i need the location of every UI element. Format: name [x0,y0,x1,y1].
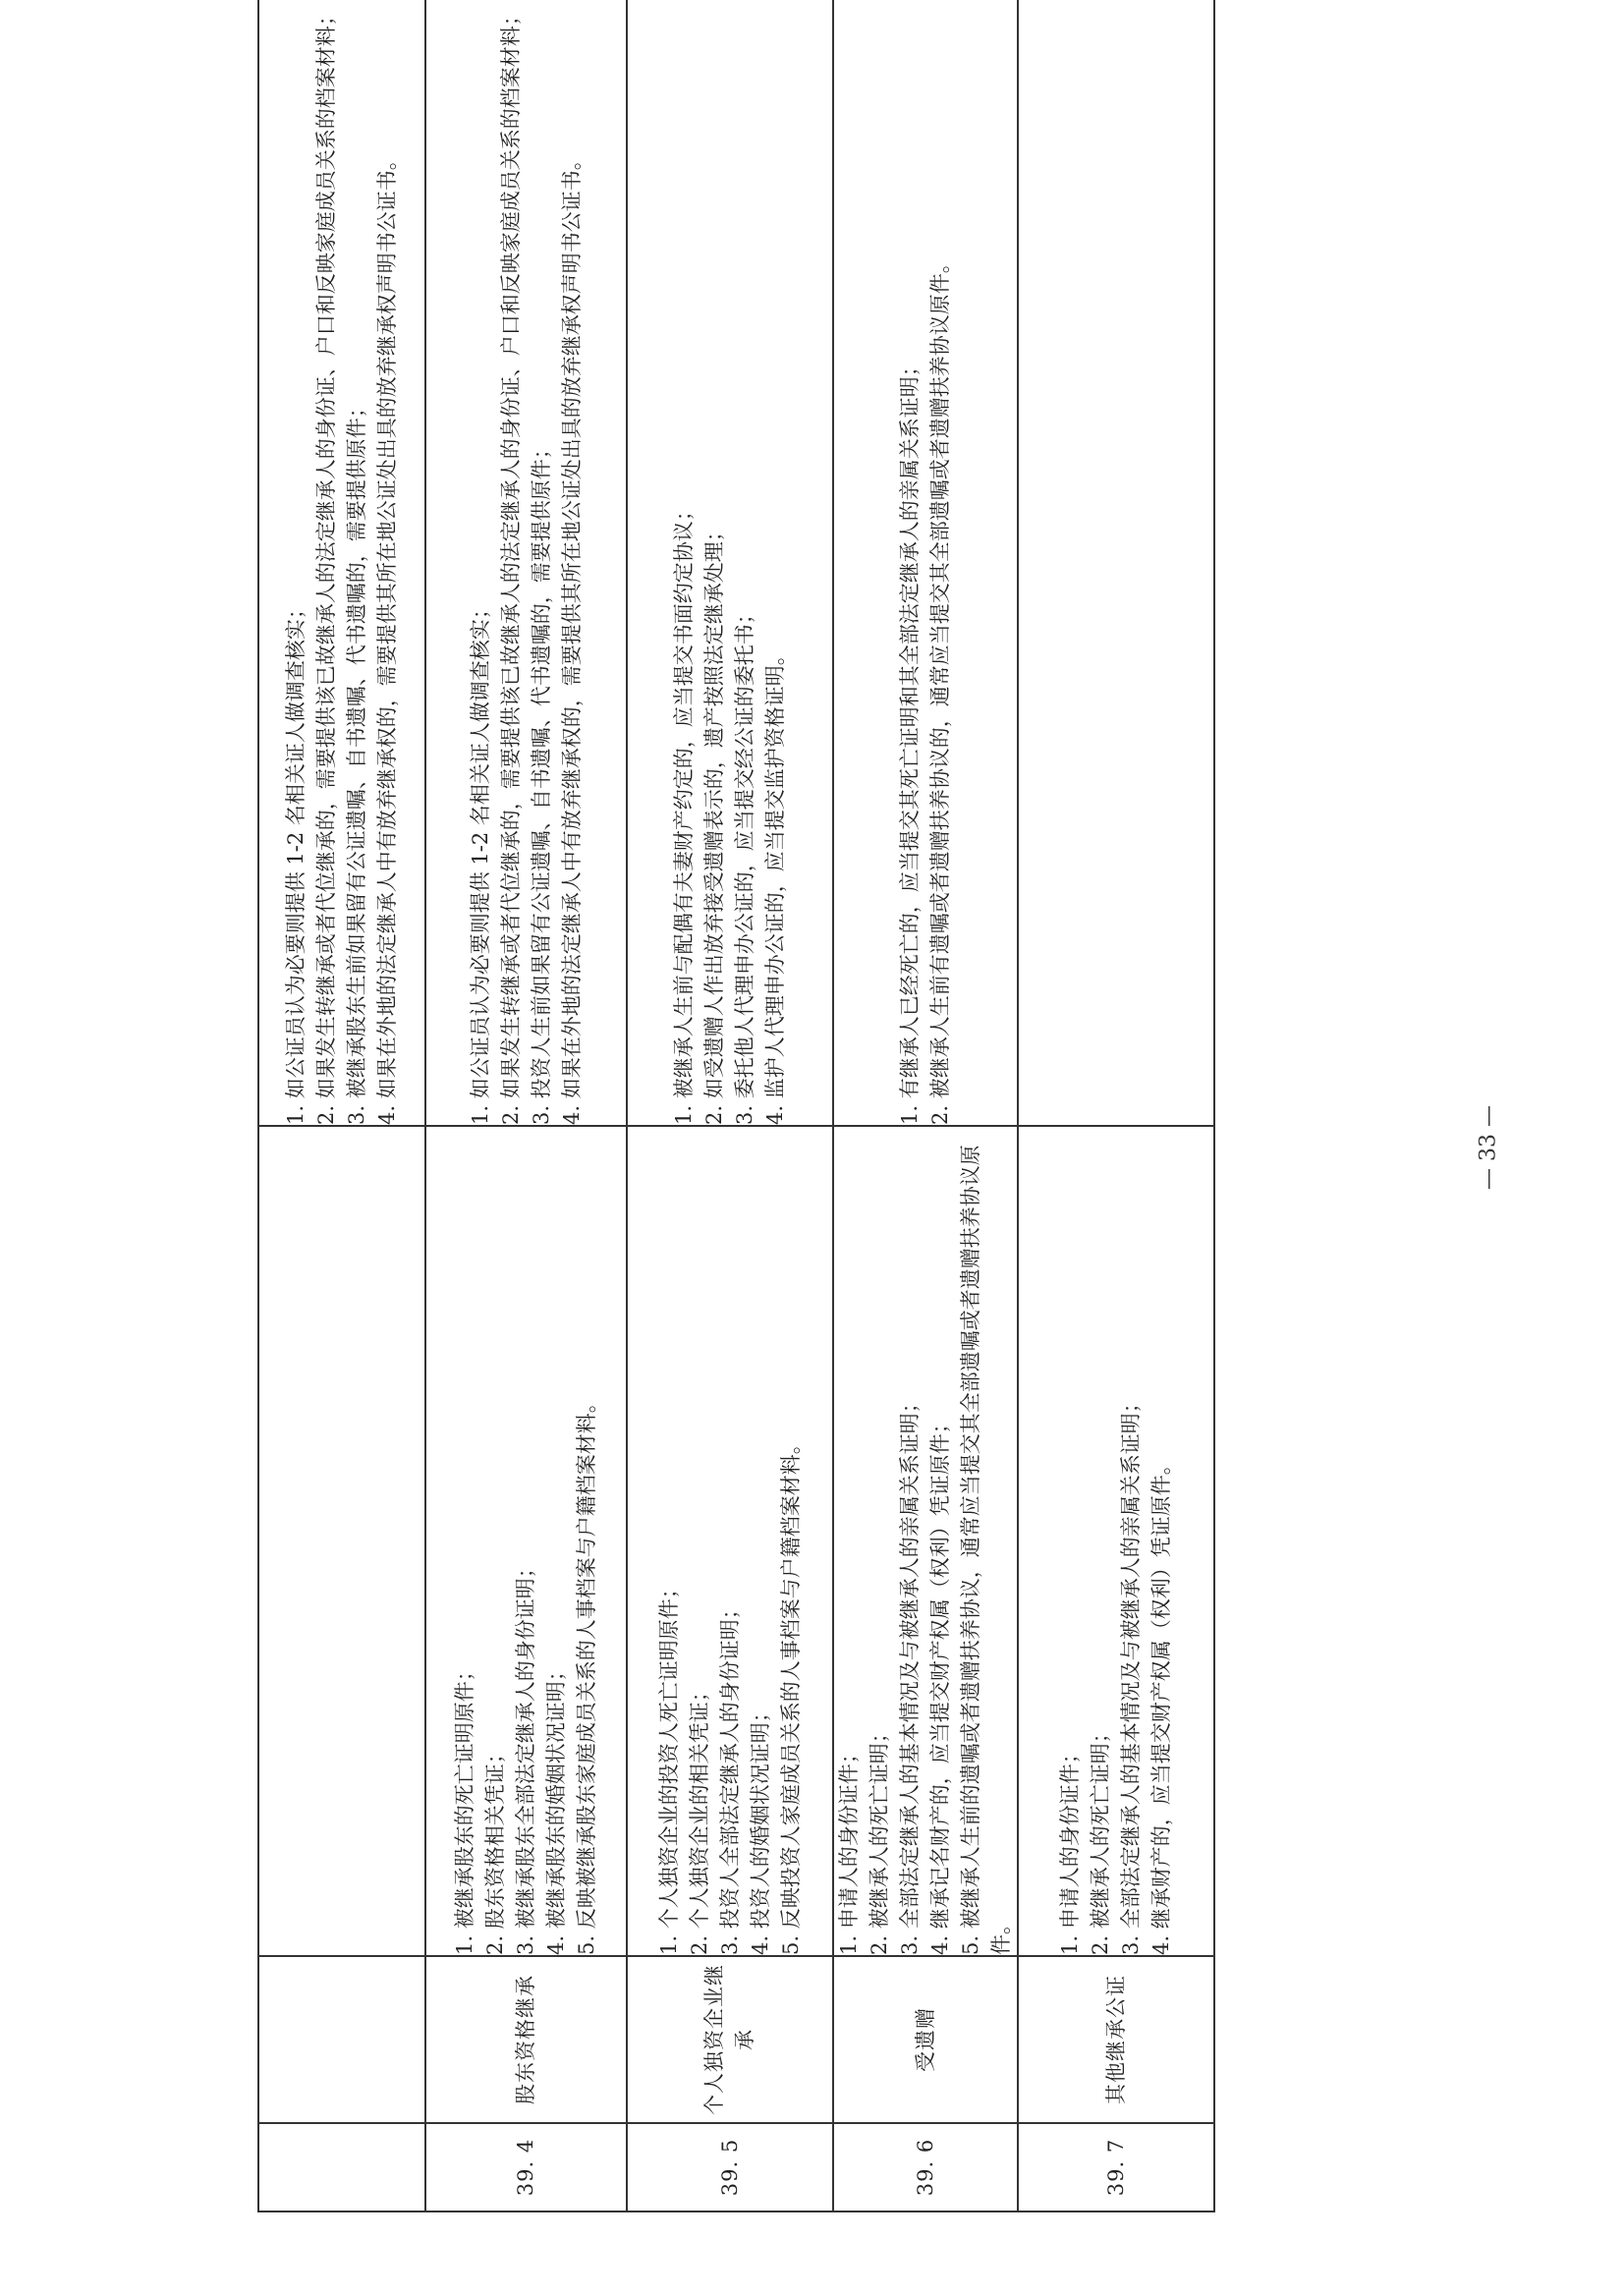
materials-cell [627,1126,833,1956]
note-line: 1. 如公证员认为必要则提供 1-2 名相关证人做调查核实； [468,598,492,1125]
material-line: 1. 申请人的身份证件； [837,1743,861,1955]
rotated-table-wrapper [257,0,1204,2212]
row-number-cell: 39. 7 [1018,2123,1214,2211]
note-line: 4. 如果在外地的法定继承人中有放弃继承权的，需要提供其所在地公证处出具的放弃继承权声明书公证书。 [375,149,399,1125]
material-line: 4. 被继承股东的婚姻状况证明； [544,1660,568,1955]
material-line: 2. 被继承人的死亡证明； [1089,1722,1112,1955]
material-line: 1. 被继承股东的死亡证明原件； [453,1660,476,1955]
row-number-cell: 39. 6 [833,2123,1018,2211]
notes-cell [833,0,1018,1126]
item-name-cell [258,1956,425,2123]
note-line: 2. 如果发生转继承或者代位继承的，需要提供该已故继承人的法定继承人的身份证、户口和反映家庭成员关系的档案材料； [314,5,338,1125]
row-number-cell [258,2123,425,2211]
notary-requirements-table [257,0,1215,2212]
notes-cell [1018,0,1214,1126]
table-row [1018,0,1214,2211]
note-line: 4. 如果在外地的法定继承人中有放弃继承权的，需要提供其所在地公证处出具的放弃继承权声明书公证书。 [559,149,584,1125]
note-line: 2. 如受遗赠人作出放弃接受遗赠表示的，遗产按照法定继承处理； [702,521,726,1125]
material-line: 4. 继承记名财产的，应当提交财产权属（权利）凭证原件； [928,1413,952,1955]
note-line: 3. 委托他人代理申办公证的，应当提交经公证的委托书； [733,603,756,1125]
note-line: 1. 如公证员认为必要则提供 1-2 名相关证人做调查核实； [284,598,308,1125]
materials-cell [1018,1126,1214,1956]
note-line: 3. 被继承股东生前如果留有公证遗嘱、自书遗嘱、代书遗嘱的，需要提供原件； [345,397,368,1125]
material-line: 2. 被继承人的死亡证明； [868,1722,891,1955]
note-line: 1. 被继承人生前与配偶有夫妻财产约定的，应当提交书面约定协议； [672,500,696,1125]
item-name-cell: 股东资格继承 [425,1956,627,2123]
table-row [627,0,833,2211]
note-line: 1. 有继承人已经死亡的，应当提交其死亡证明和其全部法定继承人的亲属关系证明； [898,356,922,1125]
notes-cell [258,0,425,1126]
material-line: 3. 全部法定继承人的基本情况及与被继承人的亲属关系证明； [898,1392,922,1955]
materials-cell [425,1126,627,1956]
note-line: 4. 监护人代理申办公证的，应当提交监护资格证明。 [763,644,787,1125]
table-row [833,0,1018,2211]
material-line: 2. 股东资格相关凭证； [483,1743,507,1955]
note-line: 2. 如果发生转继承或者代位继承的，需要提供该已故继承人的法定继承人的身份证、户口和反映家庭成员关系的档案材料； [498,5,523,1125]
material-line: 5. 被继承人生前的遗嘱或者遗赠扶养协议，通常应当提交其全部遗嘱或者遗赠扶养协议原件。 [959,1145,1013,1955]
row-number-cell: 39. 5 [627,2123,833,2211]
material-line: 4. 投资人的婚姻状况证明； [748,1702,772,1955]
item-name-cell: 个人独资企业继承 [627,1956,833,2123]
material-line: 5. 反映投资人家庭成员关系的人事档案与户籍档案材料。 [778,1433,803,1955]
notes-cell [627,0,833,1126]
material-line: 2. 个人独资企业的相关凭证； [687,1681,711,1955]
material-line: 3. 全部法定继承人的基本情况及与被继承人的亲属关系证明； [1119,1392,1143,1955]
materials-cell [258,1126,425,1956]
item-name-cell: 其他继承公证 [1018,1956,1214,2123]
material-line: 1. 申请人的身份证件； [1058,1743,1082,1955]
row-number-cell: 39. 4 [425,2123,627,2211]
material-line: 3. 被继承股东全部法定继承人的身份证明； [514,1557,537,1955]
material-line: 5. 反映被继承股东家庭成员关系的人事档案与户籍档案材料。 [575,1392,598,1955]
material-line: 4. 继承财产的，应当提交财产权属（权利）凭证原件。 [1149,1454,1173,1955]
item-name-cell: 受遗赠 [833,1956,1018,2123]
note-line: 2. 被继承人生前有遗嘱或者遗赠扶养协议的，通常应当提交其全部遗嘱或者遗赠扶养协议原件。 [928,252,952,1125]
table-row [258,0,425,2211]
notes-cell [425,0,627,1126]
material-line: 3. 投资人全部法定继承人的身份证明； [717,1598,742,1955]
materials-cell [833,1126,1018,1956]
page-number: — 33 — [1476,1105,1501,1190]
material-line: 1. 个人独资企业的投资人死亡证明原件； [656,1578,681,1955]
note-line: 3. 投资人生前如果留有公证遗嘱、自书遗嘱、代书遗嘱的，需要提供原件； [529,438,553,1125]
table-row [425,0,627,2211]
